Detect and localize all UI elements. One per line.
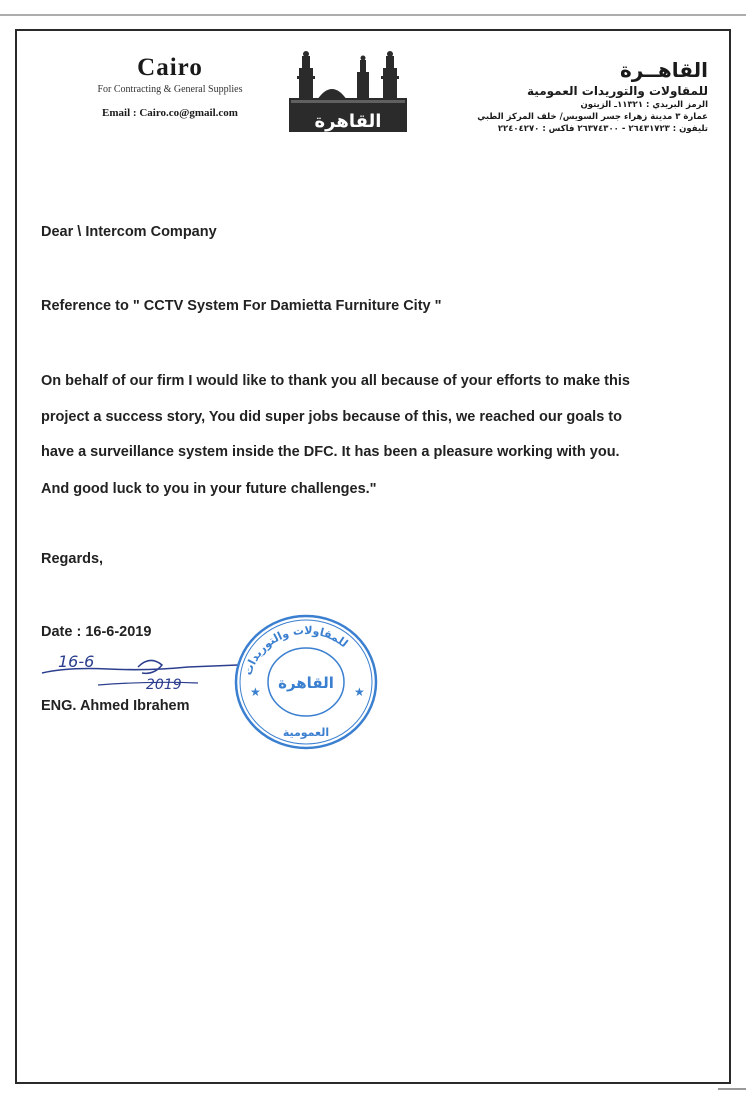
svg-text:16-6: 16-6: [58, 652, 95, 671]
company-name-en: Cairo: [137, 54, 203, 81]
company-logo: [287, 48, 409, 136]
company-email: Email : Cairo.co@gmail.com: [102, 107, 238, 119]
body-line: project a success story, You did super jobs because of this, we reached our goals to: [41, 409, 622, 425]
page-border: [15, 29, 731, 1084]
logo-lettering: القاهرة: [314, 111, 382, 132]
scan-edge-mark: [718, 1088, 746, 1090]
handwritten-signature: [38, 645, 243, 693]
svg-text:للمقاولات والتوريدات: للمقاولات والتوريدات: [241, 623, 351, 677]
letterhead-left: [50, 54, 290, 119]
scan-edge-line: [0, 14, 746, 16]
postal-code-ar: الرمز البريدي : ١١٣٢١ـ الزيتون: [580, 100, 708, 110]
body-line: And good luck to you in your future challenges.": [41, 481, 377, 497]
body-line: have a surveillance system inside the DFC. It has been a pleasure working with you.: [41, 444, 620, 460]
salutation: Dear \ Intercom Company: [41, 224, 217, 240]
company-name-ar: القاهــرة: [619, 58, 708, 82]
reference-line: Reference to " CCTV System For Damietta Furniture City ": [41, 298, 442, 314]
svg-text:★: ★: [354, 685, 365, 699]
company-tagline-en: For Contracting & General Supplies: [97, 84, 243, 95]
company-tagline-ar: للمقاولات والتوريدات العمومية: [527, 84, 708, 98]
phone-fax-ar: تليفون : ٢٦٤٣١٧٢٣ - ٢٦٣٧٤٣٠٠ فاكس : ٢٢٤٠٤٢٧٠: [497, 124, 708, 134]
address-ar: عمارة ٣ مدينة زهراء جسر السويس/ خلف المركز الطبي: [477, 112, 708, 122]
svg-text:2019: 2019: [146, 677, 182, 693]
signatory-name: ENG. Ahmed Ibrahem: [41, 698, 190, 714]
date-line: Date : 16-6-2019: [41, 624, 152, 640]
body-line: On behalf of our firm I would like to thank you all because of your efforts to make this: [41, 373, 630, 389]
svg-text:القاهرة: القاهرة: [278, 674, 334, 692]
company-stamp: [232, 612, 380, 752]
svg-text:العمومية: العمومية: [282, 726, 330, 739]
svg-text:★: ★: [250, 685, 261, 699]
letterhead-right: [418, 58, 708, 134]
closing: Regards,: [41, 551, 104, 567]
